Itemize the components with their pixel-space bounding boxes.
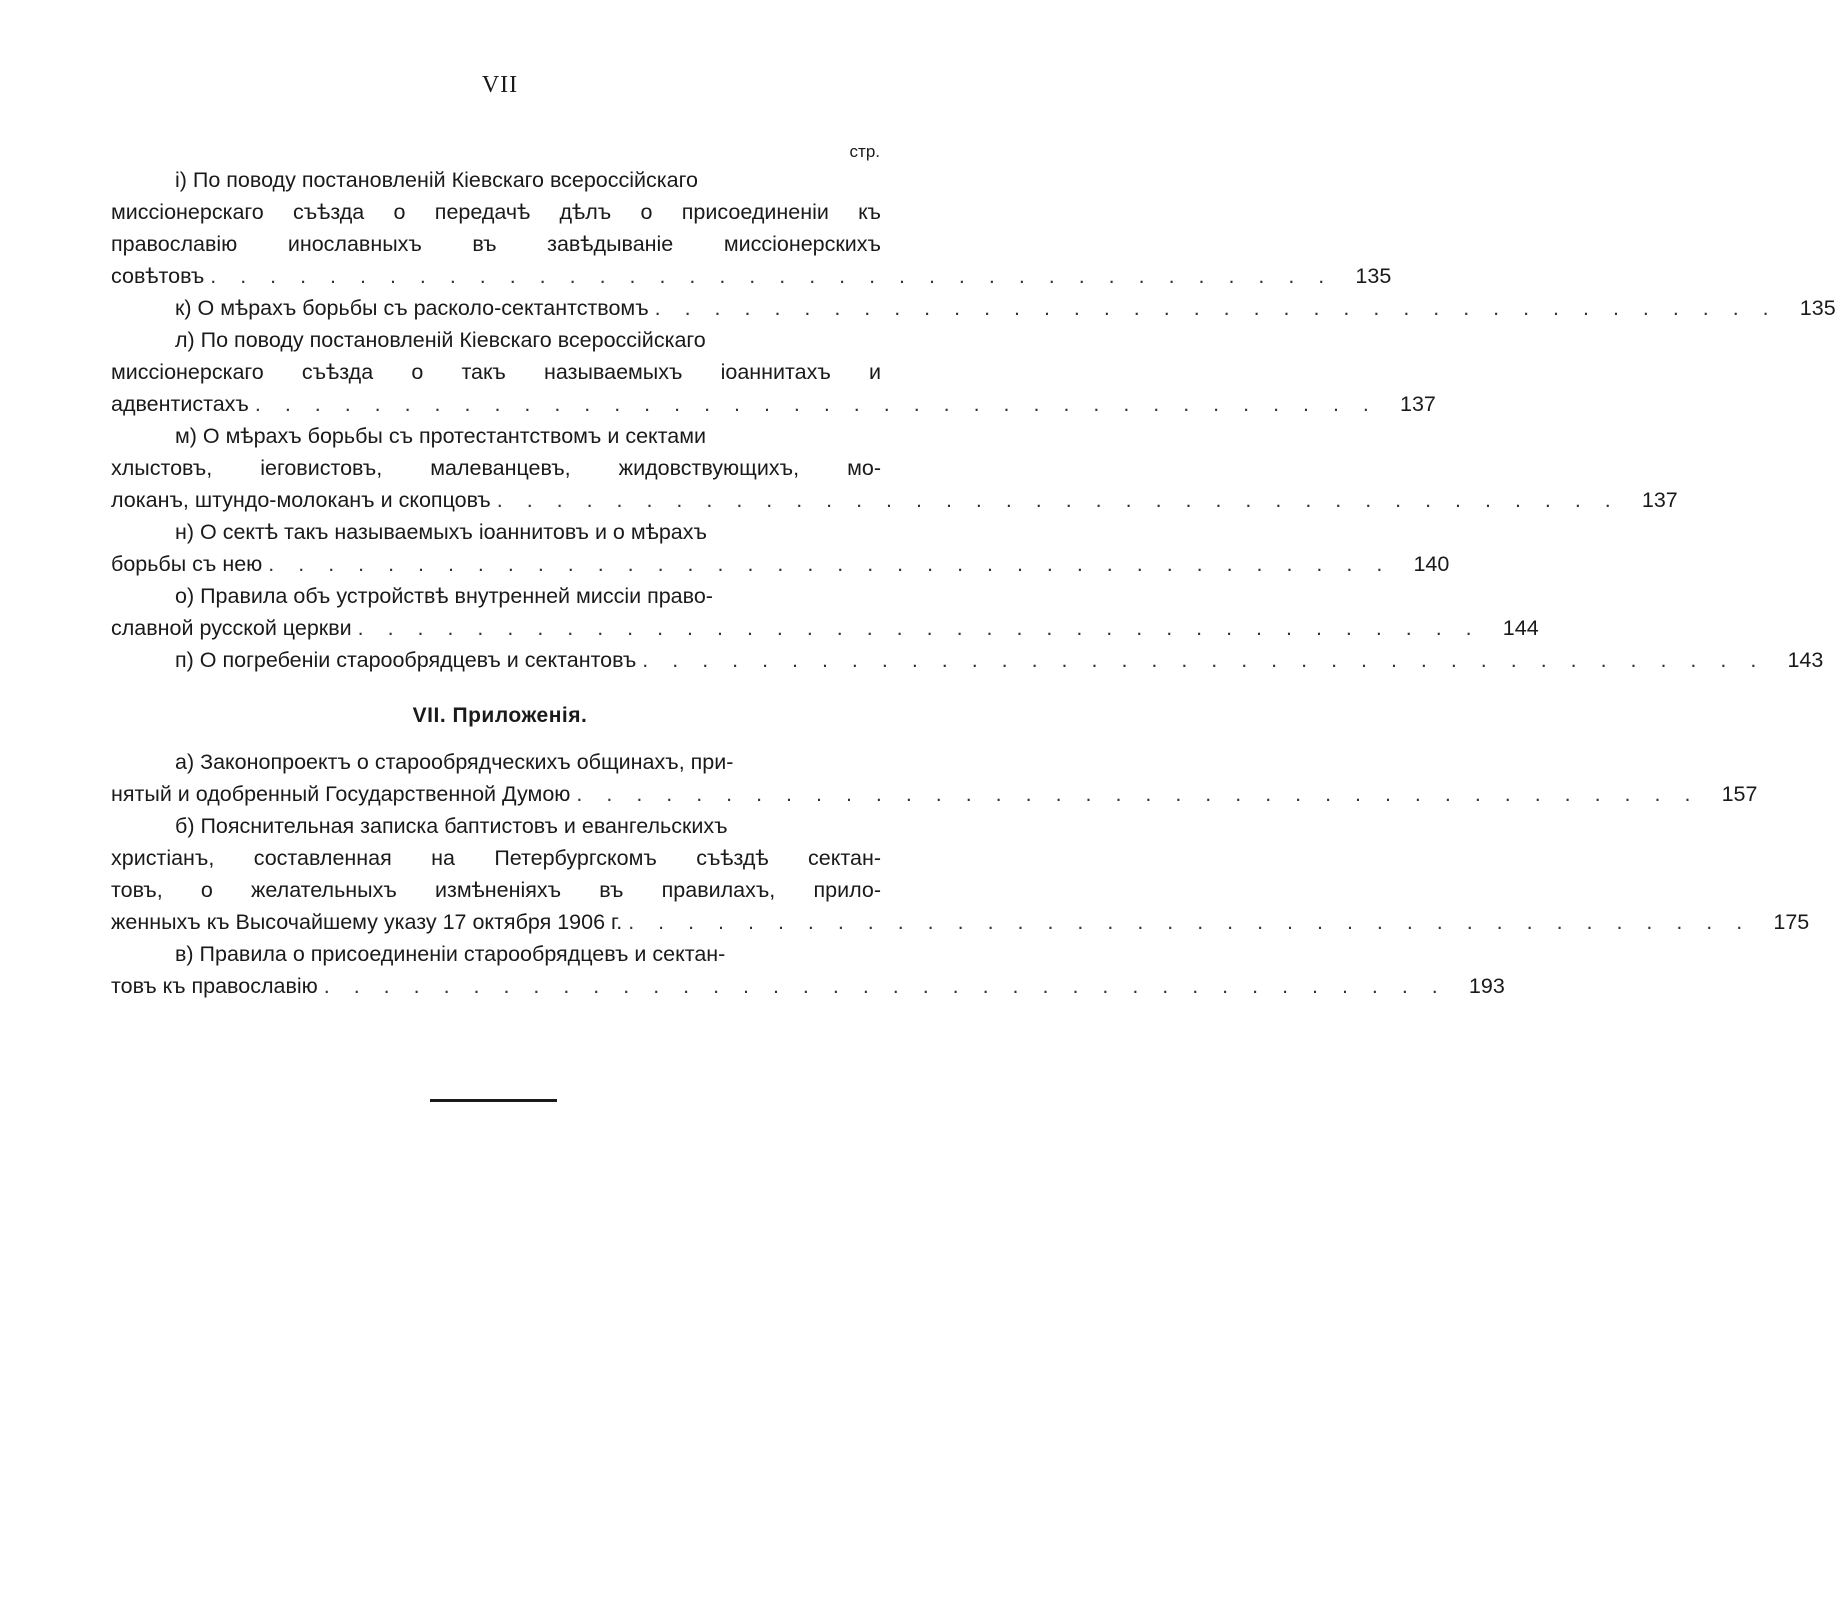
entry-text-line: миссiонерскаго съѣзда о передачѣ дѣлъ о присоединенiи къ (111, 200, 881, 224)
entry-text-line: а) Законопроектъ о старообрядческихъ общинахъ, при- (175, 750, 734, 774)
entry-title: товъ къ православiю (111, 974, 318, 998)
dot-leader: . . . . . . . . . . . . . . . . . . . . . . . . . . . . . . . . . . . . . . (210, 264, 1334, 288)
page-ref: 137 (1641, 488, 1678, 512)
entry-text-line: м) О мѣрахъ борьбы съ протестантствомъ и сектами (175, 424, 707, 448)
dot-leader: . . . . . . . . . . . . . . . . . . . . . . . . . . . . . . . . . . . . . . (254, 392, 1378, 416)
page-ref: 135 (1355, 264, 1392, 288)
toc-entry (111, 644, 1824, 676)
entry-text-line: миссiонерскаго съѣзда о такъ называемыхъ iоаннитахъ и (111, 360, 881, 384)
dot-leader: . . . . . . . . . . . . . . . . . . . . . . . . . . . . . . . . . . . . . . (323, 974, 1447, 998)
page-ref: 140 (1413, 552, 1450, 576)
toc-entry (111, 484, 1678, 516)
section-title: VII. Приложенiя. (412, 704, 588, 727)
entry-text-line: б) Пояснительная записка баптистовъ и евангельскихъ (175, 814, 728, 838)
dot-leader: . . . . . . . . . . . . . . . . . . . . . . . . . . . . . . . . . . . . . . (628, 910, 1752, 934)
dot-leader: . . . . . . . . . . . . . . . . . . . . . . . . . . . . . . . . . . . . . . (357, 616, 1481, 640)
entry-title: женныхъ къ Высочайшему указу 17 октября 1906 г. (111, 910, 623, 934)
entry-text-line: товъ, о желательныхъ измѣненiяхъ въ правилахъ, прило- (111, 878, 881, 902)
toc-entry (111, 548, 1450, 580)
page-column-label: стр. (849, 142, 880, 161)
page-ref: 137 (1400, 392, 1436, 416)
dot-leader: . . . . . . . . . . . . . . . . . . . . . . . . . . . . . . . . . . . . . . (268, 552, 1392, 576)
entry-title: п) О погребенiи старообрядцевъ и сектантовъ (175, 648, 637, 672)
toc-entry (111, 388, 1436, 420)
entry-title: совѣтовъ (111, 264, 205, 288)
entry-text-line: н) О сектѣ такъ называемыхъ iоаннитовъ и о мѣрахъ (175, 520, 707, 544)
dot-leader: . . . . . . . . . . . . . . . . . . . . . . . . . . . . . . . . . . . . . . (642, 648, 1766, 672)
toc-entry (111, 612, 1539, 644)
entry-title: к) О мѣрахъ борьбы съ расколо-сектантствомъ (175, 296, 649, 320)
entry-text-line: л) По поводу постановленiй Кiевскаго всероссiйскаго (175, 328, 706, 352)
toc-entry (111, 778, 1758, 810)
page-ref: 157 (1721, 782, 1758, 806)
closing-rule (430, 1099, 557, 1102)
entry-text-line: христiанъ, составленная на Петербургскомъ съѣздѣ сектан- (111, 846, 881, 870)
page-ref: 175 (1773, 910, 1810, 934)
entry-text-line: хлыстовъ, iеговистовъ, малеванцевъ, жидовствующихъ, мо- (111, 456, 881, 480)
entry-title: борьбы съ нею (111, 552, 263, 576)
page-ref: 193 (1468, 974, 1505, 998)
page-ref: 143 (1787, 648, 1824, 672)
entry-text-line: православiю инославныхъ въ завѣдыванiе миссiонерскихъ (111, 232, 881, 256)
dot-leader: . . . . . . . . . . . . . . . . . . . . . . . . . . . . . . . . . . . . . . (654, 296, 1778, 320)
entry-title: славной русской церкви (111, 616, 352, 640)
entry-text-line: в) Правила о присоединенiи старообрядцевъ и сектан- (175, 942, 726, 966)
entry-text-line: о) Правила объ устройствѣ внутренней миссiи право- (175, 584, 713, 608)
entry-title: нятый и одобренный Государственной Думою (111, 782, 571, 806)
dot-leader: . . . . . . . . . . . . . . . . . . . . . . . . . . . . . . . . . . . . . . (496, 488, 1620, 512)
toc-entry (111, 292, 1836, 324)
entry-text-line: i) По поводу постановленiй Кiевскаго всероссiйскаго (175, 168, 698, 192)
toc-entry (111, 970, 1505, 1002)
dot-leader: . . . . . . . . . . . . . . . . . . . . . . . . . . . . . . . . . . . . . . (576, 782, 1700, 806)
entry-title: локанъ, штундо-молоканъ и скопцовъ (111, 488, 491, 512)
toc-entry (111, 906, 1810, 938)
page-ref: 144 (1502, 616, 1539, 640)
toc-entry (111, 260, 1392, 292)
page-number: VII (481, 72, 519, 98)
page-ref: 135 (1799, 296, 1836, 320)
entry-title: адвентистахъ (111, 392, 249, 416)
